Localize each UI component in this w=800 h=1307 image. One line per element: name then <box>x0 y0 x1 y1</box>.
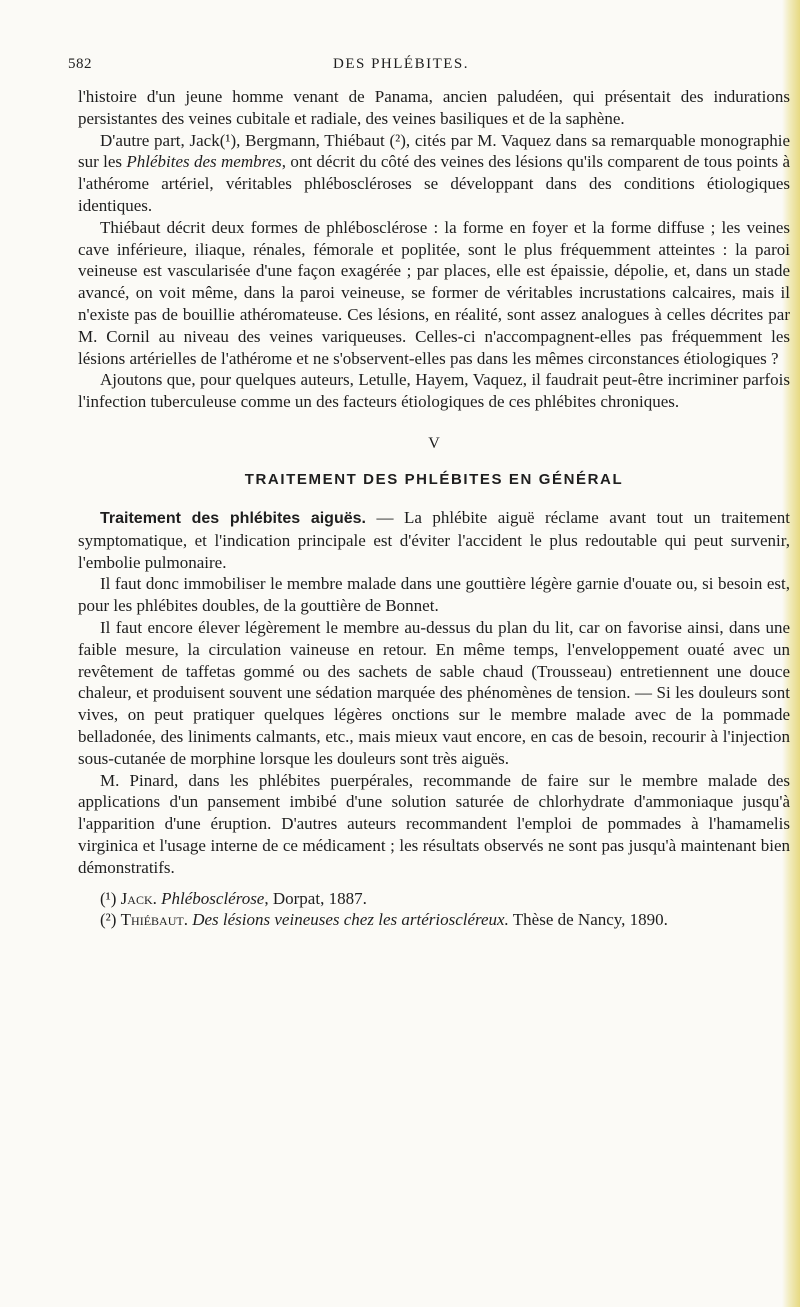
page-number: 582 <box>68 56 92 72</box>
section-number: V <box>428 434 440 452</box>
footnote-rest: Thèse de Nancy, 1890. <box>508 910 668 930</box>
footnote-title: Phlébosclérose <box>161 888 265 908</box>
paragraph-acute <box>78 507 790 573</box>
paragraph-text: D'autre part, Jack(¹), Bergmann, Thiébaut (²), cités par M. Vaquez dans sa remarquable monographie sur les <box>78 130 790 172</box>
paragraph-pinard: M. Pinard, dans les phlébites puerpérales, recommande de faire sur le membre malade des applications d'un pansement imbibé d'une solution saturée de chlorhydrate d'ammoniaque jusqu'à l'apparition d'une éruption. D'autres auteurs recommandent l'emploi de pommades à l'hamamelis virginica et l'usage interne de ce médicament ; les résultats observés ne sont pas jusqu'à maintenant bien démonstratifs. <box>78 770 790 877</box>
paragraph-text: , ont décrit du côté des veines des lésions qu'ils comparent de tous points à l'athérome artériel, véritables phléboscléroses se développant dans des conditions étiologiques identiques. <box>78 152 790 215</box>
footnotes <box>78 888 790 932</box>
paragraph-tuberculosis: Ajoutons que, pour quelques auteurs, Letulle, Hayem, Vaquez, il faudrait peut-être incriminer parfois l'infection tuberculeuse comme un des facteurs étiologiques de ces phlébites chroniques. <box>78 370 790 412</box>
running-head <box>40 56 762 78</box>
italic-title: Phlébites des membres <box>126 152 282 172</box>
footnote-author: Jack. <box>120 888 157 908</box>
footnote-author: Thiébaut. <box>120 910 188 930</box>
footnote-2 <box>100 909 790 931</box>
footnote-1 <box>100 888 790 910</box>
book-page <box>40 56 791 931</box>
paragraph-text: — La phlébite aiguë réclame avant tout un traitement symptomatique, et l'indication principale est d'éviter l'accident le plus redoutable qui peut survenir, l'embolie pulmonaire. <box>78 507 791 572</box>
lead-heading: Traitement des phlébites aiguës. <box>100 509 366 527</box>
footnote-mark: (¹) <box>100 888 117 908</box>
running-title: DES PHLÉBITES. <box>332 56 469 72</box>
page-body <box>40 86 790 931</box>
paragraph-elevate: Il faut encore élever légèrement le membre au-dessus du plan du lit, car on favorise ainsi, dans une faible mesure, la circulation vaineuse en retour. En même temps, l'enveloppement ouaté avec un revêtement de taffetas gommé ou des sachets de sable chaud (Trousseau) entretiennent une douce chaleur, et produisent souvent une sédation marquée des phénomènes de tension. — Si les douleurs sont vives, on peut pratiquer quelques légères onctions sur le membre malade avec de la pommade belladonée, des liniments calmants, etc., mais mieux vaut encore, en cas de besoin, recourir à l'injection sous-cutanée de morphine lorsque les douleurs sont très aiguës. <box>78 617 790 768</box>
section-title: TRAITEMENT DES PHLÉBITES EN GÉNÉRAL <box>244 470 624 488</box>
footnote-rest: , Dorpat, 1887. <box>264 888 367 908</box>
paragraph-history: l'histoire d'un jeune homme venant de Panama, ancien paludéen, qui présentait des indurations persistantes des veines cubitale et radiale, des veines basiliques et de la saphène. <box>78 87 790 128</box>
footnote-title: Des lésions veineuses chez les artérioscléreux. <box>192 910 509 930</box>
paragraph-immobilize: Il faut donc immobiliser le membre malade dans une gouttière légère garnie d'ouate ou, si besoin est, pour les phlébites doubles, de la gouttière de Bonnet. <box>78 574 790 616</box>
footnote-mark: (²) <box>100 910 117 930</box>
paragraph-phlebosclerosis <box>78 130 790 217</box>
paragraph-thiebaut: Thiébaut décrit deux formes de phlébosclérose : la forme en foyer et la forme diffuse ; les veines cave inférieure, iliaque, rénales, fémorale et poplitée, sont le plus fréquemment atteintes : la paroi veineuse est vascularisée d'une façon exagérée ; par places, elle est épaissie, dépolie, et, dans un stade avancé, on voit même, dans la paroi veineuse, se former de véritables incrustations calcaires, mais il n'existe pas de bouillie athéromateuse. Ces lésions, en réalité, sont assez analogues à celles décrites par M. Cornil au niveau des veines variqueuses. Celles-ci n'accompagnent-elles pas fréquemment les lésions artérielles de l'athérome et ne s'observent-elles pas dans les mêmes circonstances étiologiques ? <box>78 217 790 368</box>
